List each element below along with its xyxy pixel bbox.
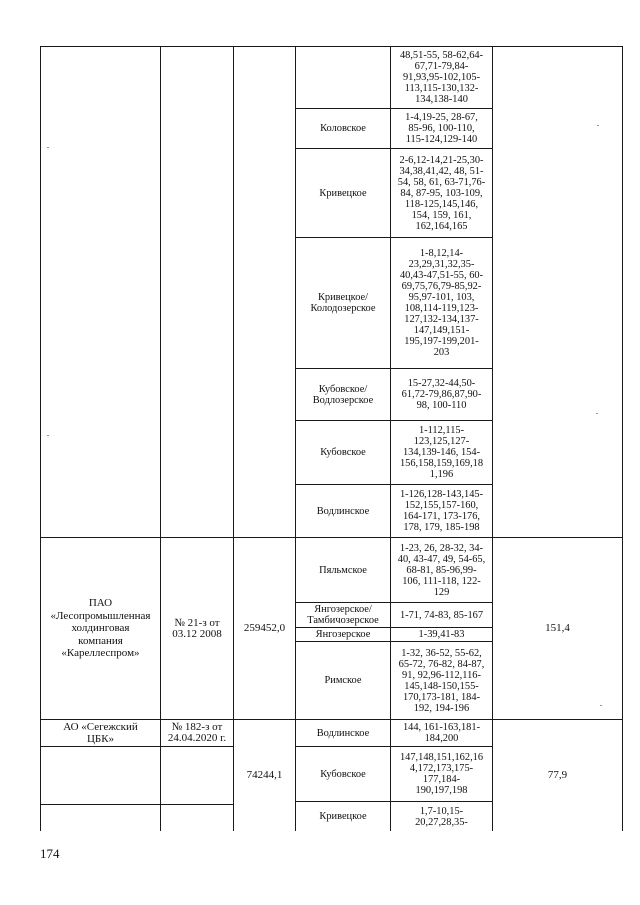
location-cell: Кривецкое xyxy=(319,187,367,199)
quarters-cell: 2-6,12-14,21-25,30- 34,38,41,42, 48, 51- 54, 58, 61, 63-71,76- 84, 87-95, 103-109, 118-125,145,146, 154, 159, 161, 162,164,165 xyxy=(397,154,486,232)
harvest-volume: 259452,0 xyxy=(243,622,286,634)
tenant-name: АО «Сегежский ЦБК» xyxy=(63,720,138,745)
quarters-cell: 1-39,41-83 xyxy=(418,629,465,640)
scan-speck xyxy=(597,125,599,126)
scan-speck xyxy=(47,435,49,436)
table-right-border xyxy=(622,46,623,831)
location-cell: Кривецкое/ Колодозерское xyxy=(310,292,376,314)
location-cell: Янгозерское/ Тамбичозерское xyxy=(307,604,379,626)
quarters-cell: 1-23, 26, 28-32, 34- 40, 43-47, 49, 54-65, 68-81, 85-96,99- 106, 111-118, 122- 129 xyxy=(397,542,486,598)
quarters-cell: 1-112,115- 123,125,127- 134,139-146, 154- 156,158,159,169,18 1,196 xyxy=(399,425,484,480)
scan-speck xyxy=(600,705,602,706)
location-cell: Янгозерское xyxy=(315,629,371,640)
quarters-cell: 144, 161-163,181- 184,200 xyxy=(402,722,481,744)
location-cell: Кубовское xyxy=(320,768,366,780)
quarters-cell: 1-126,128-143,145- 152,155,157-160, 164-171, 173-176, 178, 179, 185-198 xyxy=(399,489,484,533)
location-cell: Пяльмское xyxy=(319,564,367,576)
location-cell: Кубовское xyxy=(320,447,366,458)
contract-number: № 21-з от 03.12 2008 xyxy=(172,616,222,640)
page-number: 174 xyxy=(40,846,60,861)
contract-number: № 182-з от 24.04.2020 г. xyxy=(167,721,227,744)
location-cell: Кубовское/ Водлозерское xyxy=(312,383,374,406)
location-cell xyxy=(296,47,390,108)
quarters-cell: 147,148,151,162,16 4,172,173,175- 177,184- 190,197,198 xyxy=(399,752,484,796)
row-divider xyxy=(40,804,233,805)
share-value: 151,4 xyxy=(545,622,570,634)
scan-speck xyxy=(47,147,49,148)
row-divider xyxy=(40,746,233,747)
quarters-cell: 1-8,12,14- 23,29,31,32,35- 40,43-47,51-55, 60- 69,75,76,79-85,92- 95,97-101, 103, 108,114-119,123- 127,132-134,137- 147,149,151- 195,197-199,201- 203 xyxy=(399,248,484,358)
quarters-cell: 1-4,19-25, 28-67, 85-96, 100-110, 115-124,129-140 xyxy=(405,112,478,145)
harvest-volume: 74244,1 xyxy=(246,769,283,781)
share-value: 77,9 xyxy=(547,769,568,781)
scan-speck xyxy=(596,413,598,414)
quarters-cell: 48,51-55, 58-62,64- 67,71-79,84- 91,93,95-102,105- 113,115-130,132- 134,138-140 xyxy=(399,50,484,105)
location-cell: Водлинское xyxy=(316,727,370,739)
tenant-name: ПАО «Лесопромышленная холдинговая компания «Кареллеспром» xyxy=(50,597,151,660)
location-cell: Коловское xyxy=(320,123,366,134)
location-cell: Водлинское xyxy=(316,505,370,517)
quarters-cell: 1,7-10,15- 20,27,28,35- xyxy=(415,805,468,828)
location-cell: Кривецкое xyxy=(319,810,367,822)
quarters-cell: 1-32, 36-52, 55-62, 65-72, 76-82, 84-87, 91, 92,96-112,116- 145,148-150,155- 170,173-181, 184- 192, 194-196 xyxy=(398,647,485,714)
quarters-cell: 1-71, 74-83, 85-167 xyxy=(399,609,484,621)
quarters-cell: 15-27,32-44,50- 61,72-79,86,87,90- 98, 100-110 xyxy=(401,378,482,411)
location-cell: Римское xyxy=(324,675,362,686)
